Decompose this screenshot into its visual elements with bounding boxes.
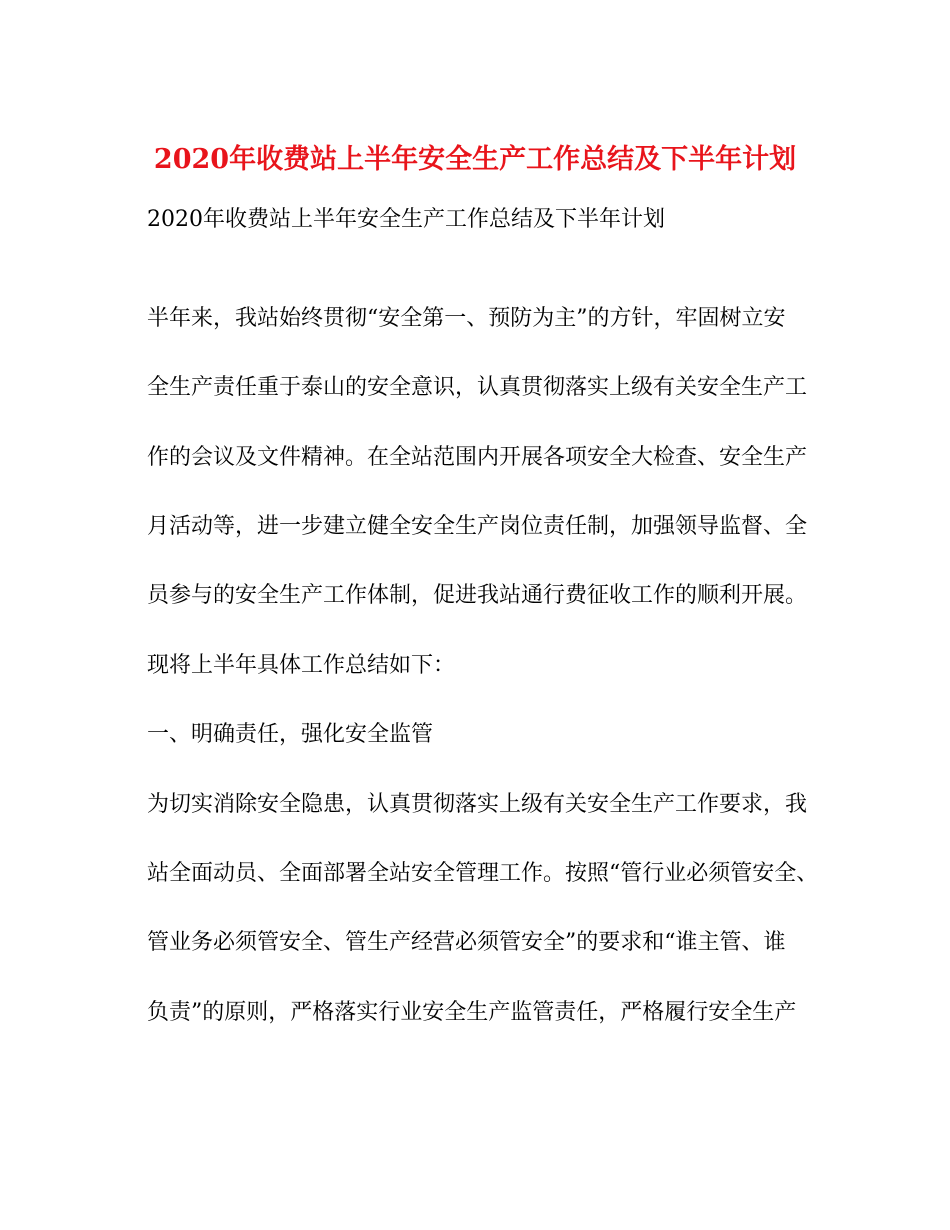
paragraph-line: 月活动等，进一步建立健全安全生产岗位责任制，加强领导监督、全 xyxy=(147,514,808,539)
section-heading: 一、明确责任，强化安全监管 xyxy=(147,722,434,747)
paragraph-line: 为切实消除安全隐患，认真贯彻落实上级有关安全生产工作要求，我 xyxy=(147,792,808,817)
paragraph-line: 全生产责任重于泰山的安全意识，认真贯彻落实上级有关安全生产工 xyxy=(147,375,808,400)
subtitle-line: 2020年收费站上半年安全生产工作总结及下半年计划 xyxy=(147,207,665,232)
document-title: 2020年收费站上半年安全生产工作总结及下半年计划 xyxy=(153,144,797,175)
paragraph-line: 站全面动员、全面部署全站安全管理工作。按照“管行业必须管安全、 xyxy=(147,861,819,886)
paragraph-line: 员参与的安全生产工作体制，促进我站通行费征收工作的顺利开展。 xyxy=(147,583,808,608)
paragraph-line: 负责”的原则，严格落实行业安全生产监管责任，严格履行安全生产 xyxy=(147,1000,797,1025)
paragraph-line: 管业务必须管安全、管生产经营必须管安全”的要求和“谁主管、谁 xyxy=(147,930,786,955)
paragraph-line: 现将上半年具体工作总结如下： xyxy=(147,653,456,678)
paragraph-line: 作的会议及文件精神。在全站范围内开展各项安全大检查、安全生产 xyxy=(147,445,808,470)
paragraph-line: 半年来，我站始终贯彻“安全第一、预防为主”的方针，牢固树立安 xyxy=(147,306,786,331)
